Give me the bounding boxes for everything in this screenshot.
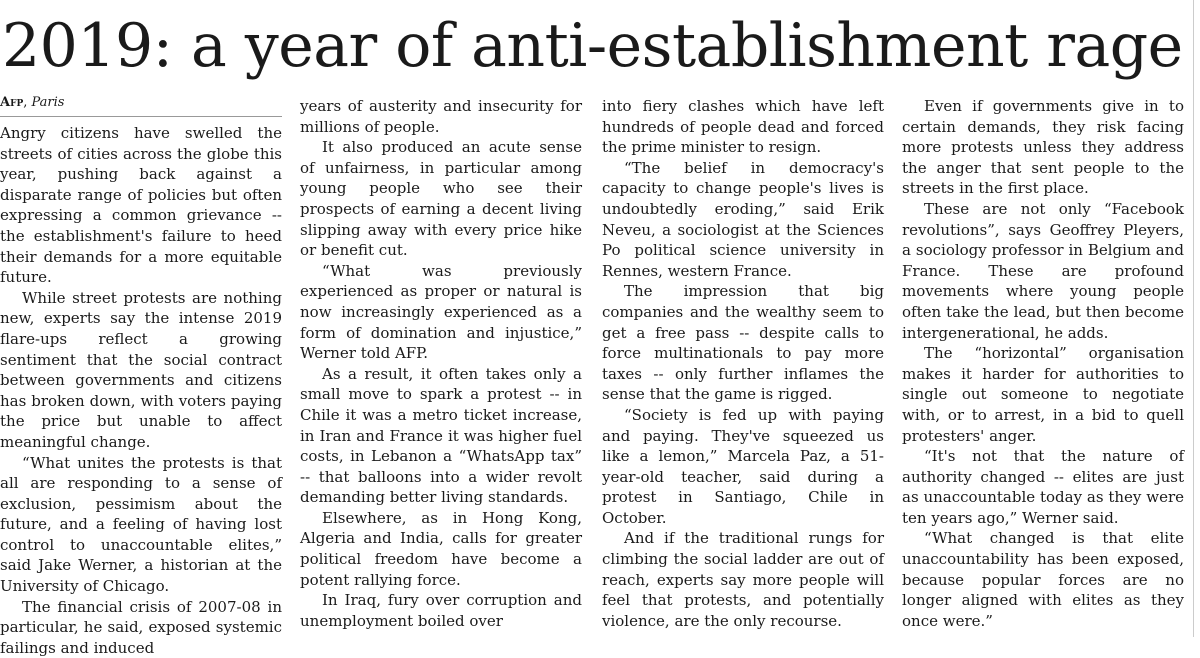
article-column-3 xyxy=(602,96,884,641)
paragraph: The impression that big companies and the wealthy seem to get a free pass -- despite calls to force multinationals to pay more taxes -- only further inflames the sense that the game is rigged. xyxy=(602,282,884,404)
paragraph: into fiery clashes which have left hundreds of people dead and forced the prime minister to resign. xyxy=(602,97,884,157)
paragraph: years of austerity and insecurity for millions of people. xyxy=(300,97,582,136)
article-column-1 xyxy=(0,92,282,657)
paragraph: It also produced an acute sense of unfairness, in particular among young people who see their prospects of earning a decent living slipping away with every price hike or benefit cut. xyxy=(300,138,582,260)
paragraph: “Society is fed up with paying and paying. They've squeezed us like a lemon,” Marcela Paz, a 51-year-old teacher, said during a protest in Santiago, Chile in October. xyxy=(602,405,884,527)
paragraph: “What was previously experienced as proper or natural is now increasingly experienced as a form of domination and injustice,” Werner told AFP. xyxy=(300,261,582,363)
dateline-source: Afp xyxy=(0,95,24,110)
paragraph: “It's not that the nature of authority changed -- elites are just as unaccountable today as they were ten years ago,” Werner said. xyxy=(902,447,1184,527)
paragraph: The financial crisis of 2007-08 in particular, he said, exposed systemic failings and induced xyxy=(0,597,282,657)
paragraph: And if the traditional rungs for climbing the social ladder are out of reach, experts say more people will feel that protests, and potentially violence, are the only recourse. xyxy=(602,529,884,630)
paragraph: While street protests are nothing new, experts say the intense 2019 flare-ups reflect a growing sentiment that the social contract between governments and citizens has broken down, with voters paying the price but unable to affect meaningful change. xyxy=(0,288,282,451)
paragraph: Elsewhere, as in Hong Kong, Algeria and India, calls for greater political freedom have become a potent rallying force. xyxy=(300,508,582,589)
paragraph: The “horizontal” organisation makes it harder for authorities to single out someone to negotiate with, or to arrest, in a bid to quell protesters' anger. xyxy=(902,344,1184,445)
paragraph: Even if governments give in to certain demands, they risk facing more protests unless they address the anger that sent people to the streets in the first place. xyxy=(902,97,1184,198)
paragraph: These are not only “Facebook revolutions”, says Geoffrey Pleyers, a sociology professor in Belgium and France. These are profound movements where young people often take the lead, but then become intergenerational, he adds. xyxy=(902,199,1184,342)
dateline: Afp, Paris xyxy=(0,92,282,117)
article-column-4 xyxy=(902,96,1184,641)
paragraph: Angry citizens have swelled the streets of cities across the globe this year, pushing back against a disparate range of policies but often expressing a common grievance -- the establishment's failure to heed their demands for a more equitable future. xyxy=(0,124,282,287)
paragraph: “What unites the protests is that all are responding to a sense of exclusion, pessimism about the future, and a feeling of having lost control to unaccountable elites,” said Jake Werner, a historian at the University of Chicago. xyxy=(0,453,282,596)
headline: 2019: a year of anti-establishment rage xyxy=(2,11,1183,81)
dateline-place: Paris xyxy=(31,95,65,110)
paragraph: “The belief in democracy's capacity to change people's lives is undoubtedly eroding,” said Erik Neveu, a sociologist at the Sciences Po political science university in Rennes, western France. xyxy=(602,158,884,280)
paragraph: As a result, it often takes only a small move to spark a protest -- in Chile it was a metro ticket increase, in Iran and France it was higher fuel costs, in Lebanon a “WhatsApp tax” -- that balloons into a wider revolt demanding better living standards. xyxy=(300,364,582,507)
paragraph: In Iraq, fury over corruption and unemployment boiled over xyxy=(300,591,582,630)
page-edge-rule xyxy=(1193,0,1194,637)
paragraph: “What changed is that elite unaccountability has been exposed, because popular forces are no longer aligned with elites as they once were.” xyxy=(902,529,1184,630)
article-column-2 xyxy=(300,96,582,641)
